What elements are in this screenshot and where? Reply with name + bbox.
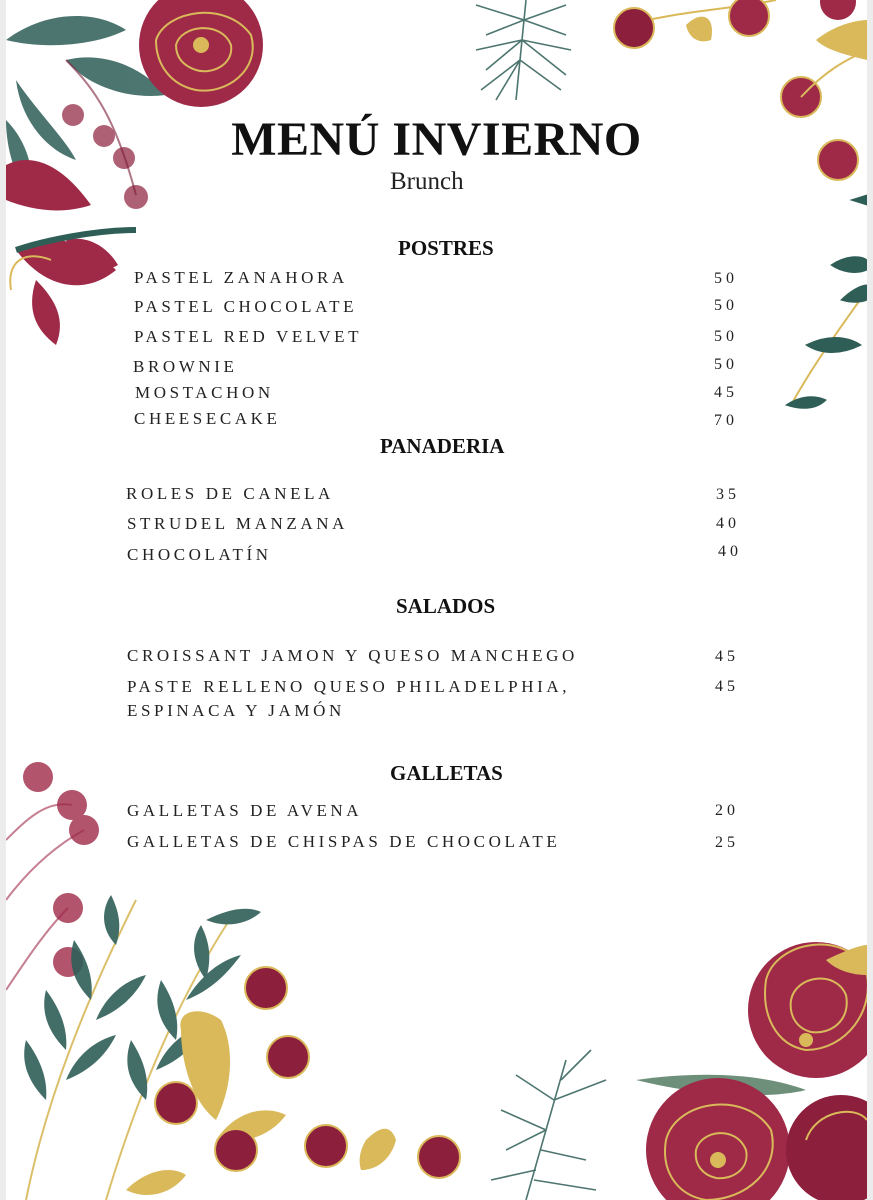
menu-item-name: PASTEL RED VELVET xyxy=(134,327,363,346)
menu-page xyxy=(6,0,867,1200)
menu-item-name: BROWNIE xyxy=(133,357,238,376)
menu-item-price: 50 xyxy=(714,270,738,287)
menu-item-price: 70 xyxy=(714,412,738,429)
menu-item-price: 45 xyxy=(714,384,738,401)
section-heading-postres: POSTRES xyxy=(398,236,494,260)
bottom-right-rose-icon xyxy=(636,942,867,1200)
menu-item-name: GALLETAS DE AVENA xyxy=(127,801,363,820)
menu-item-price: 35 xyxy=(716,486,740,503)
menu-item-name: PASTEL CHOCOLATE xyxy=(134,297,358,316)
section-heading-salados: SALADOS xyxy=(396,594,496,618)
menu-item-price: 40 xyxy=(718,543,742,560)
menu-item-name: PASTEL ZANAHORA xyxy=(134,268,348,287)
menu-item-price: 45 xyxy=(715,648,739,665)
bottom-pine-icon xyxy=(491,1050,606,1200)
menu-item-name: MOSTACHON xyxy=(135,383,274,402)
right-mistletoe-icon xyxy=(786,195,867,408)
menu-item-name: PASTE RELLENO QUESO PHILADELPHIA, xyxy=(127,677,571,696)
menu-title: MENÚ INVIERNO xyxy=(231,113,642,166)
menu-item-name: CROISSANT JAMON Y QUESO MANCHEGO xyxy=(127,646,578,665)
section-heading-panaderia: PANADERIA xyxy=(380,434,505,458)
menu-item-price: 50 xyxy=(714,328,738,345)
menu-item-name-line2: ESPINACA Y JAMÓN xyxy=(127,701,345,720)
menu-item-name: STRUDEL MANZANA xyxy=(127,514,349,533)
bottom-left-berries-icon xyxy=(23,762,99,977)
menu-item-name: CHEESECAKE xyxy=(134,409,281,428)
menu-item-name: CHOCOLATÍN xyxy=(127,545,272,564)
left-poinsettia-icon xyxy=(6,160,118,345)
menu-subtitle: Brunch xyxy=(390,168,464,195)
menu-item-name: GALLETAS DE CHISPAS DE CHOCOLATE xyxy=(127,832,561,851)
top-pine-icon xyxy=(476,0,571,100)
menu-item-price: 40 xyxy=(716,515,740,532)
menu-item-price: 25 xyxy=(715,834,739,851)
section-heading-galletas: GALLETAS xyxy=(390,761,503,785)
menu-item-price: 20 xyxy=(715,802,739,819)
menu-item-price: 45 xyxy=(715,678,739,695)
menu-item-price: 50 xyxy=(714,356,738,373)
menu-item-price: 50 xyxy=(714,297,738,314)
menu-item-name: ROLES DE CANELA xyxy=(126,484,334,503)
